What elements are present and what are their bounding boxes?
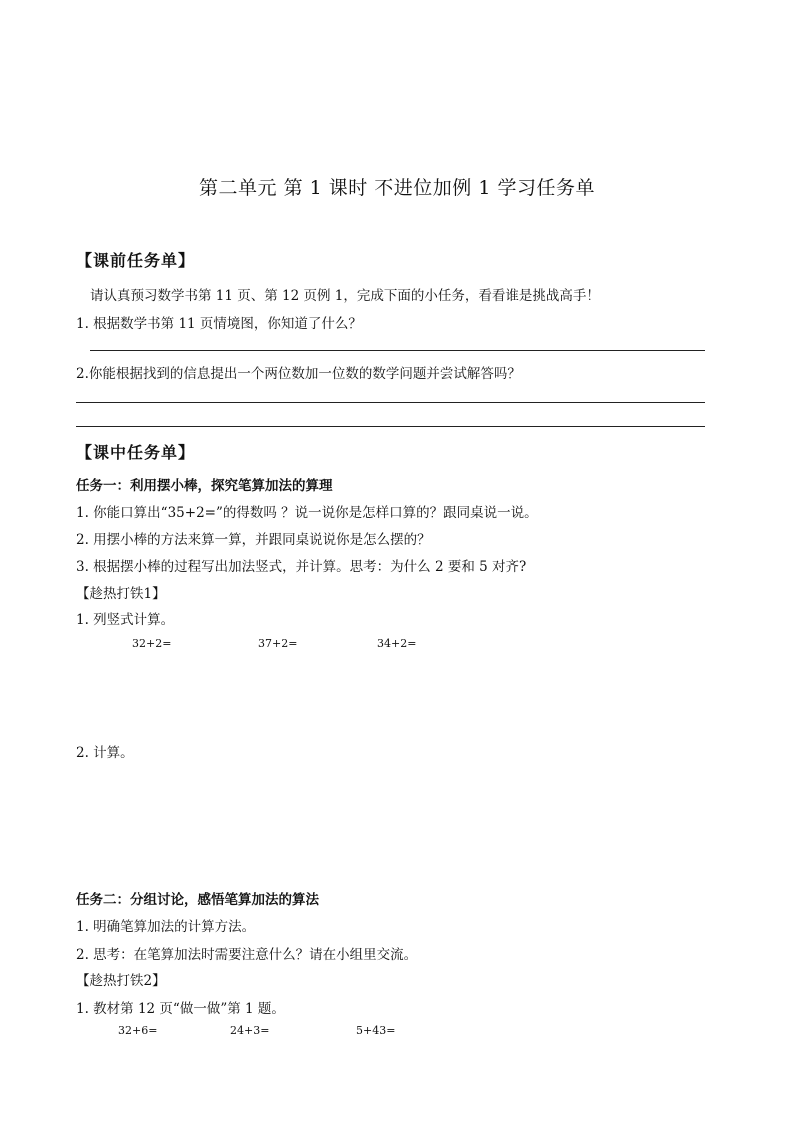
page-title: 第二单元 第 1 课时 不进位加例 1 学习任务单 [199,177,595,199]
task1-title: 任务一：利用摆小棒，探究笔算加法的算理 [76,478,333,494]
practice1-expr-1: 32+2= [132,637,172,650]
in-class-heading: 【课中任务单】 [76,443,196,462]
answer-line-1 [90,350,705,351]
task1-item-1: 1. 你能口算出“35+2=”的得数吗 ？说一说你是怎样口算的？跟同桌说一说。 [76,505,538,521]
task2-title: 任务二：分组讨论，感悟笔算加法的算法 [76,892,319,908]
pre-class-question-1: 1. 根据数学书第 11 页情境图，你知道了什么？ [76,316,362,332]
answer-line-2 [76,402,705,403]
practice1-question-1: 1. 列竖式计算。 [76,612,175,628]
task2-item-1: 1. 明确笔算加法的计算方法。 [76,919,256,935]
pre-class-intro: 请认真预习数学书第 11 页、第 12 页例 1，完成下面的小任务，看看谁是挑战高手！ [90,288,600,304]
answer-line-3 [76,426,705,427]
pre-class-heading: 【课前任务单】 [76,251,196,270]
practice2-expr-3: 5+43= [356,1024,396,1037]
practice2-title: 【趁热打铁2】 [76,973,166,989]
task1-item-2: 2. 用摆小棒的方法来算一算，并跟同桌说说你是怎么摆的？ [76,532,431,548]
practice1-expr-2: 37+2= [258,637,298,650]
practice2-question-1: 1. 教材第 12 页“做一做”第 1 题。 [76,1001,285,1017]
practice1-expr-3: 34+2= [377,637,417,650]
task2-item-2: 2. 思考：在笔算加法时需要注意什么？请在小组里交流。 [76,947,418,963]
practice1-question-2: 2. 计算。 [76,745,134,761]
practice2-expr-2: 24+3= [230,1024,270,1037]
practice2-expr-1: 32+6= [118,1024,158,1037]
practice1-title: 【趁热打铁1】 [76,586,166,602]
pre-class-question-2: 2.你能根据找到的信息提出一个两位数加一位数的数学问题并尝试解答吗？ [76,366,521,382]
task1-item-3: 3. 根据摆小棒的过程写出加法竖式，并计算。思考：为什么 2 要和 5 对齐? [76,559,527,575]
